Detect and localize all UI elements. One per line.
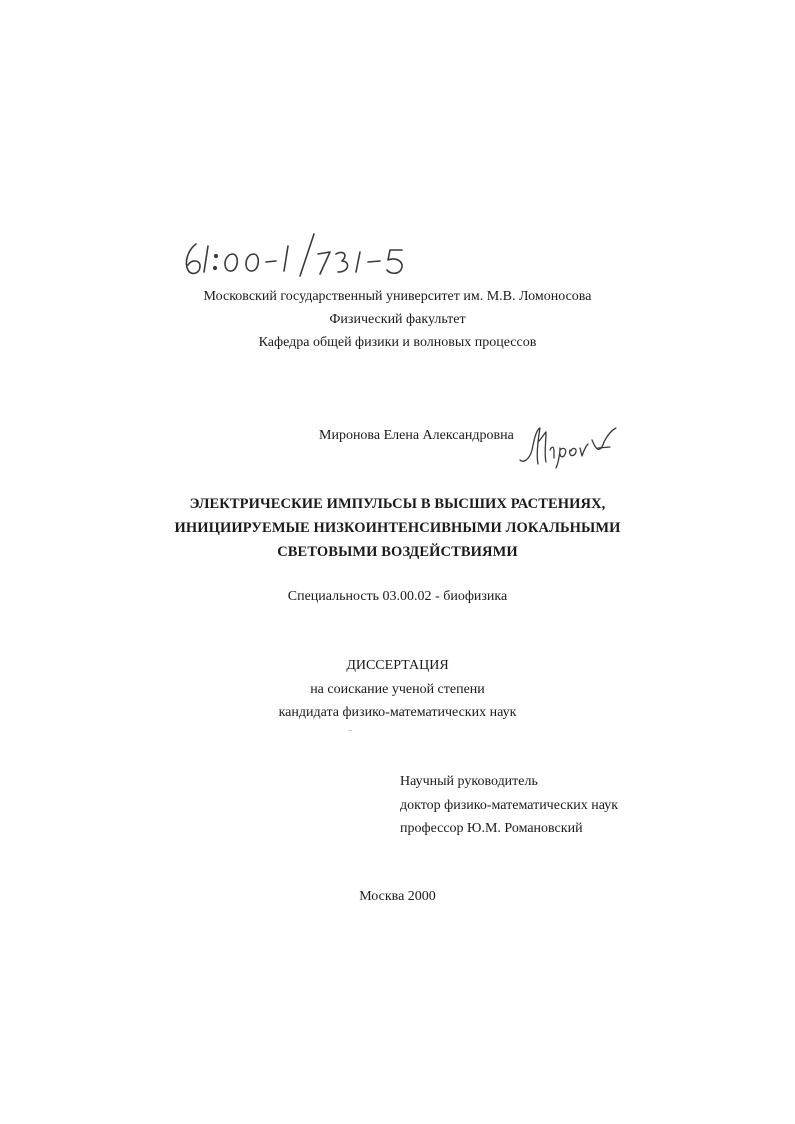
supervisor-name: профессор Ю.М. Романовский <box>400 821 583 836</box>
university-name: Московский государственный университет им. М.В. Ломоносова <box>203 289 592 304</box>
title-line-2: ИНИЦИИРУЕМЫЕ НИЗКОИНТЕНСИВНЫМИ ЛОКАЛЬНЫМИ <box>174 520 621 536</box>
scan-speck <box>348 730 352 731</box>
degree-line-2: кандидата физико-математических наук <box>278 705 517 720</box>
title-line-1: ЭЛЕКТРИЧЕСКИЕ ИМПУЛЬСЫ В ВЫСШИХ РАСТЕНИЯХ, <box>189 496 606 512</box>
author-name: Миронова Елена Александровна <box>319 428 514 443</box>
author-signature <box>516 420 621 470</box>
place-and-year: Москва 2000 <box>359 889 436 904</box>
degree-line-1: на соискание ученой степени <box>310 682 485 697</box>
faculty-name: Физический факультет <box>329 312 466 327</box>
dissertation-heading: ДИССЕРТАЦИЯ <box>346 658 449 673</box>
handwritten-stamp <box>178 230 448 280</box>
title-line-3: СВЕТОВЫМИ ВОЗДЕЙСТВИЯМИ <box>277 544 518 560</box>
specialty: Специальность 03.00.02 - биофизика <box>287 589 508 604</box>
supervisor-role: Научный руководитель <box>400 774 538 789</box>
supervisor-degree: доктор физико-математических наук <box>400 798 619 813</box>
department-name: Кафедра общей физики и волновых процессов <box>258 335 537 350</box>
